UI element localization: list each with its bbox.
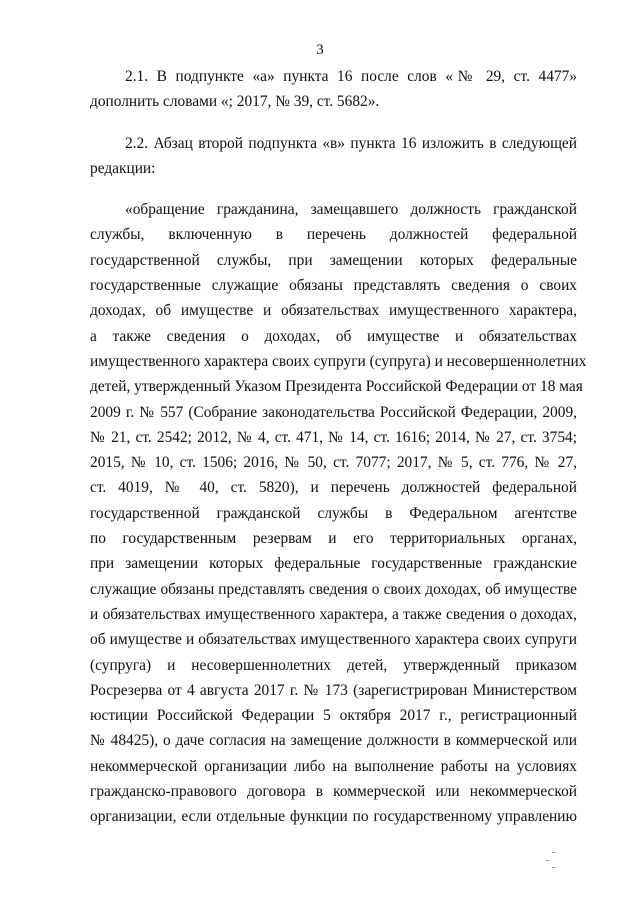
text-line: 2.1. В подпункте «а» пункта 16 после слов «№ 29, ст. 4477» — [125, 68, 577, 85]
document-body — [90, 64, 587, 830]
text-line: имущественного характера своих супруги (супруга) и несовершеннолетних — [90, 352, 587, 370]
text-line: по государственным резервам и его территориальных органах, — [90, 530, 577, 548]
text-line: при замещении которых федеральные государственные гражданские — [90, 555, 577, 573]
text-line: а также сведения о доходах, об имуществе и обязательствах — [90, 327, 577, 345]
text-line: ст. 4019, № 40, ст. 5820), и перечень должностей федеральной — [90, 479, 577, 497]
text-line: государственной гражданской службы в Федеральном агентстве — [90, 504, 577, 522]
text-line: об имуществе и обязательствах имущественного характера своих супруги — [90, 631, 577, 649]
paragraph — [90, 64, 577, 115]
text-line: и обязательствах имущественного характера, а также сведения о доходах, — [90, 605, 577, 623]
text-line: (супруга) и несовершеннолетних детей, утвержденный приказом — [90, 656, 577, 674]
text-line: редакции: — [90, 159, 156, 177]
text-line: Росрезерва от 4 августа 2017 г. № 173 (зарегистрирован Министерством — [90, 681, 577, 699]
text-line: некоммерческой организации либо на выполнение работы на условиях — [90, 757, 577, 775]
text-line: юстиции Российской Федерации 5 октября 2017 г., регистрационный — [90, 707, 577, 725]
text-line: детей, утвержденный Указом Президента Российской Федерации от 18 мая — [90, 378, 583, 396]
text-line: дополнить словами «; 2017, № 39, ст. 5682». — [90, 93, 380, 111]
text-line: государственной службы, при замещении которых федеральные — [90, 251, 577, 269]
text-line: службы, включенную в перечень должностей федеральной — [90, 226, 577, 244]
paragraph-gap — [90, 115, 577, 131]
text-line: 2.2. Абзац второй подпункта «в» пункта 16 изложить в следующей — [125, 134, 577, 152]
page-number: 3 — [316, 42, 324, 58]
paragraph — [90, 197, 587, 829]
text-line: государственные служащие обязаны представлять сведения о своих — [90, 277, 577, 295]
scan-speck — [552, 852, 555, 853]
scan-speck — [546, 860, 549, 861]
text-line: служащие обязаны представлять сведения о своих доходах, об имуществе — [90, 580, 577, 598]
text-line: гражданско-правового договора в коммерческой или некоммерческой — [90, 783, 577, 801]
text-line: доходах, об имуществе и обязательствах имущественного характера, — [90, 302, 577, 320]
paragraph-gap — [90, 181, 577, 197]
text-line: № 21, ст. 2542; 2012, № 4, ст. 471, № 14, ст. 1616; 2014, № 27, ст. 3754; — [90, 428, 577, 446]
text-line: 2015, № 10, ст. 1506; 2016, № 50, ст. 7077; 2017, № 5, ст. 776, № 27, — [90, 454, 577, 472]
text-line: «обращение гражданина, замещавшего должность гражданской — [125, 201, 577, 219]
text-line: организации, если отдельные функции по государственному управлению — [90, 808, 577, 826]
text-line: № 48425), о даче согласия на замещение должности в коммерческой или — [90, 732, 577, 750]
paragraph — [90, 131, 577, 182]
scan-speck — [552, 867, 555, 868]
text-line: 2009 г. № 557 (Собрание законодательства Российской Федерации, 2009, — [90, 403, 577, 421]
